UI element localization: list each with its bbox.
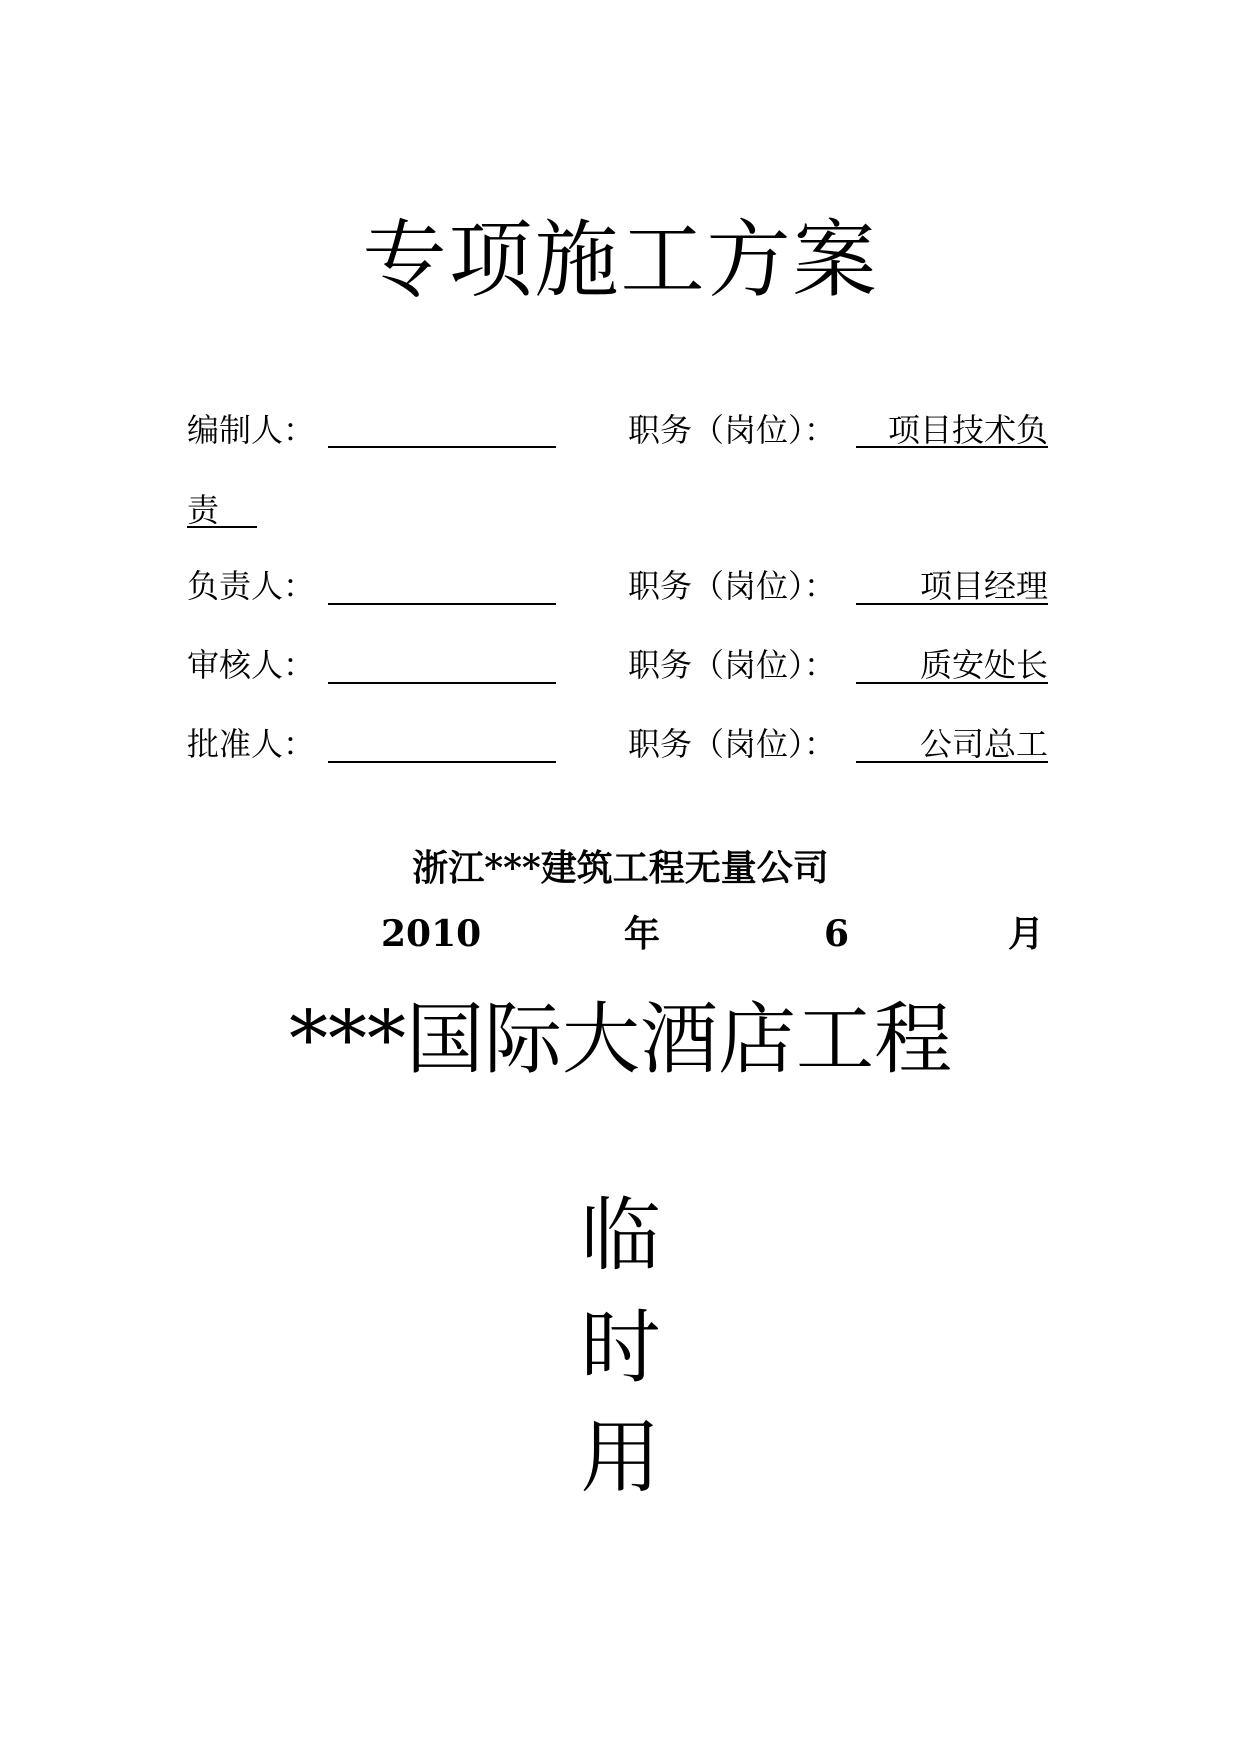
date-month-unit: 月 — [1008, 913, 1045, 955]
preparer-position-value: 项目技术负 — [887, 411, 1048, 449]
reviewer-label: 审核人： — [187, 646, 316, 684]
company-name: 浙江***建筑工程无量公司 — [412, 847, 829, 889]
reviewer-position-value: 质安处长 — [919, 646, 1048, 684]
responsible-signature-line — [328, 603, 556, 605]
approver-position-value: 公司总工 — [919, 725, 1048, 763]
responsible-position-label: 职务（岗位）： — [628, 567, 837, 605]
responsible-label: 负责人： — [187, 567, 316, 605]
vertical-text-char: 用 — [580, 1411, 661, 1504]
preparer-position-wrap-underline — [187, 526, 257, 528]
preparer-position-wrap: 责 — [187, 491, 220, 529]
project-name: ***国际大酒店工程 — [288, 995, 952, 1085]
reviewer-signature-line — [328, 682, 556, 684]
date-year: 2010 — [381, 913, 482, 955]
approver-label: 批准人： — [187, 725, 316, 763]
vertical-text-char: 临 — [580, 1189, 661, 1282]
reviewer-position-label: 职务（岗位）： — [628, 646, 837, 684]
preparer-label: 编制人： — [187, 411, 316, 449]
date-year-unit: 年 — [624, 913, 661, 955]
responsible-position-value: 项目经理 — [919, 567, 1048, 605]
approver-position-label: 职务（岗位）： — [628, 725, 837, 763]
vertical-text-char: 时 — [580, 1301, 661, 1394]
approver-signature-line — [328, 761, 556, 763]
preparer-signature-line — [328, 446, 556, 448]
document-title: 专项施工方案 — [362, 211, 879, 309]
date-month: 6 — [824, 913, 850, 955]
preparer-position-label: 职务（岗位）： — [628, 411, 837, 449]
